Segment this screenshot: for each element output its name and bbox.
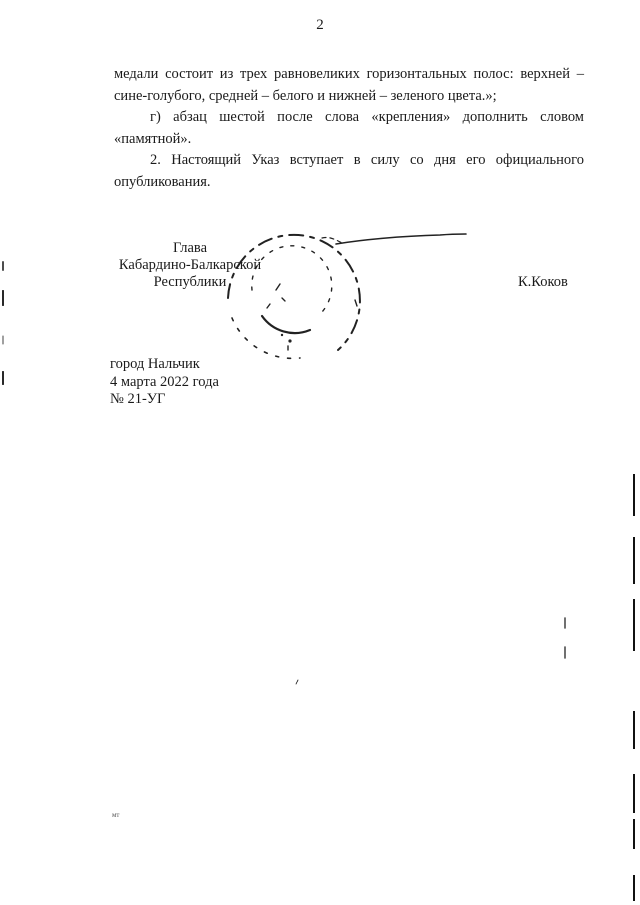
page-number: 2 <box>316 17 324 33</box>
footer-initials: мт <box>112 811 120 819</box>
issue-date: 4 марта 2022 года <box>110 373 219 390</box>
signatory-title-line3: Республики <box>153 274 227 290</box>
paragraph-amendment-g: г) абзац шестой после слова «крепления» дополнить словом «памятной». <box>114 109 584 147</box>
signatory-title-line1: Глава <box>172 240 208 256</box>
paragraph-entry-into-force: 2. Настоящий Указ вступает в силу со дня его официального опубликования. <box>114 152 584 190</box>
signatory-title-line2: Кабардино-Балкарской <box>118 257 262 273</box>
paragraph-medal-description: медали состоит из трех равновеликих горизонтальных полос: верхней – сине-голубого, средней – белого и нижней – зеленого цвета.»; <box>114 66 584 104</box>
decree-number: № 21-УГ <box>110 391 166 407</box>
signatory-name: К.Коков <box>518 274 568 290</box>
issue-place: город Нальчик <box>110 356 200 372</box>
